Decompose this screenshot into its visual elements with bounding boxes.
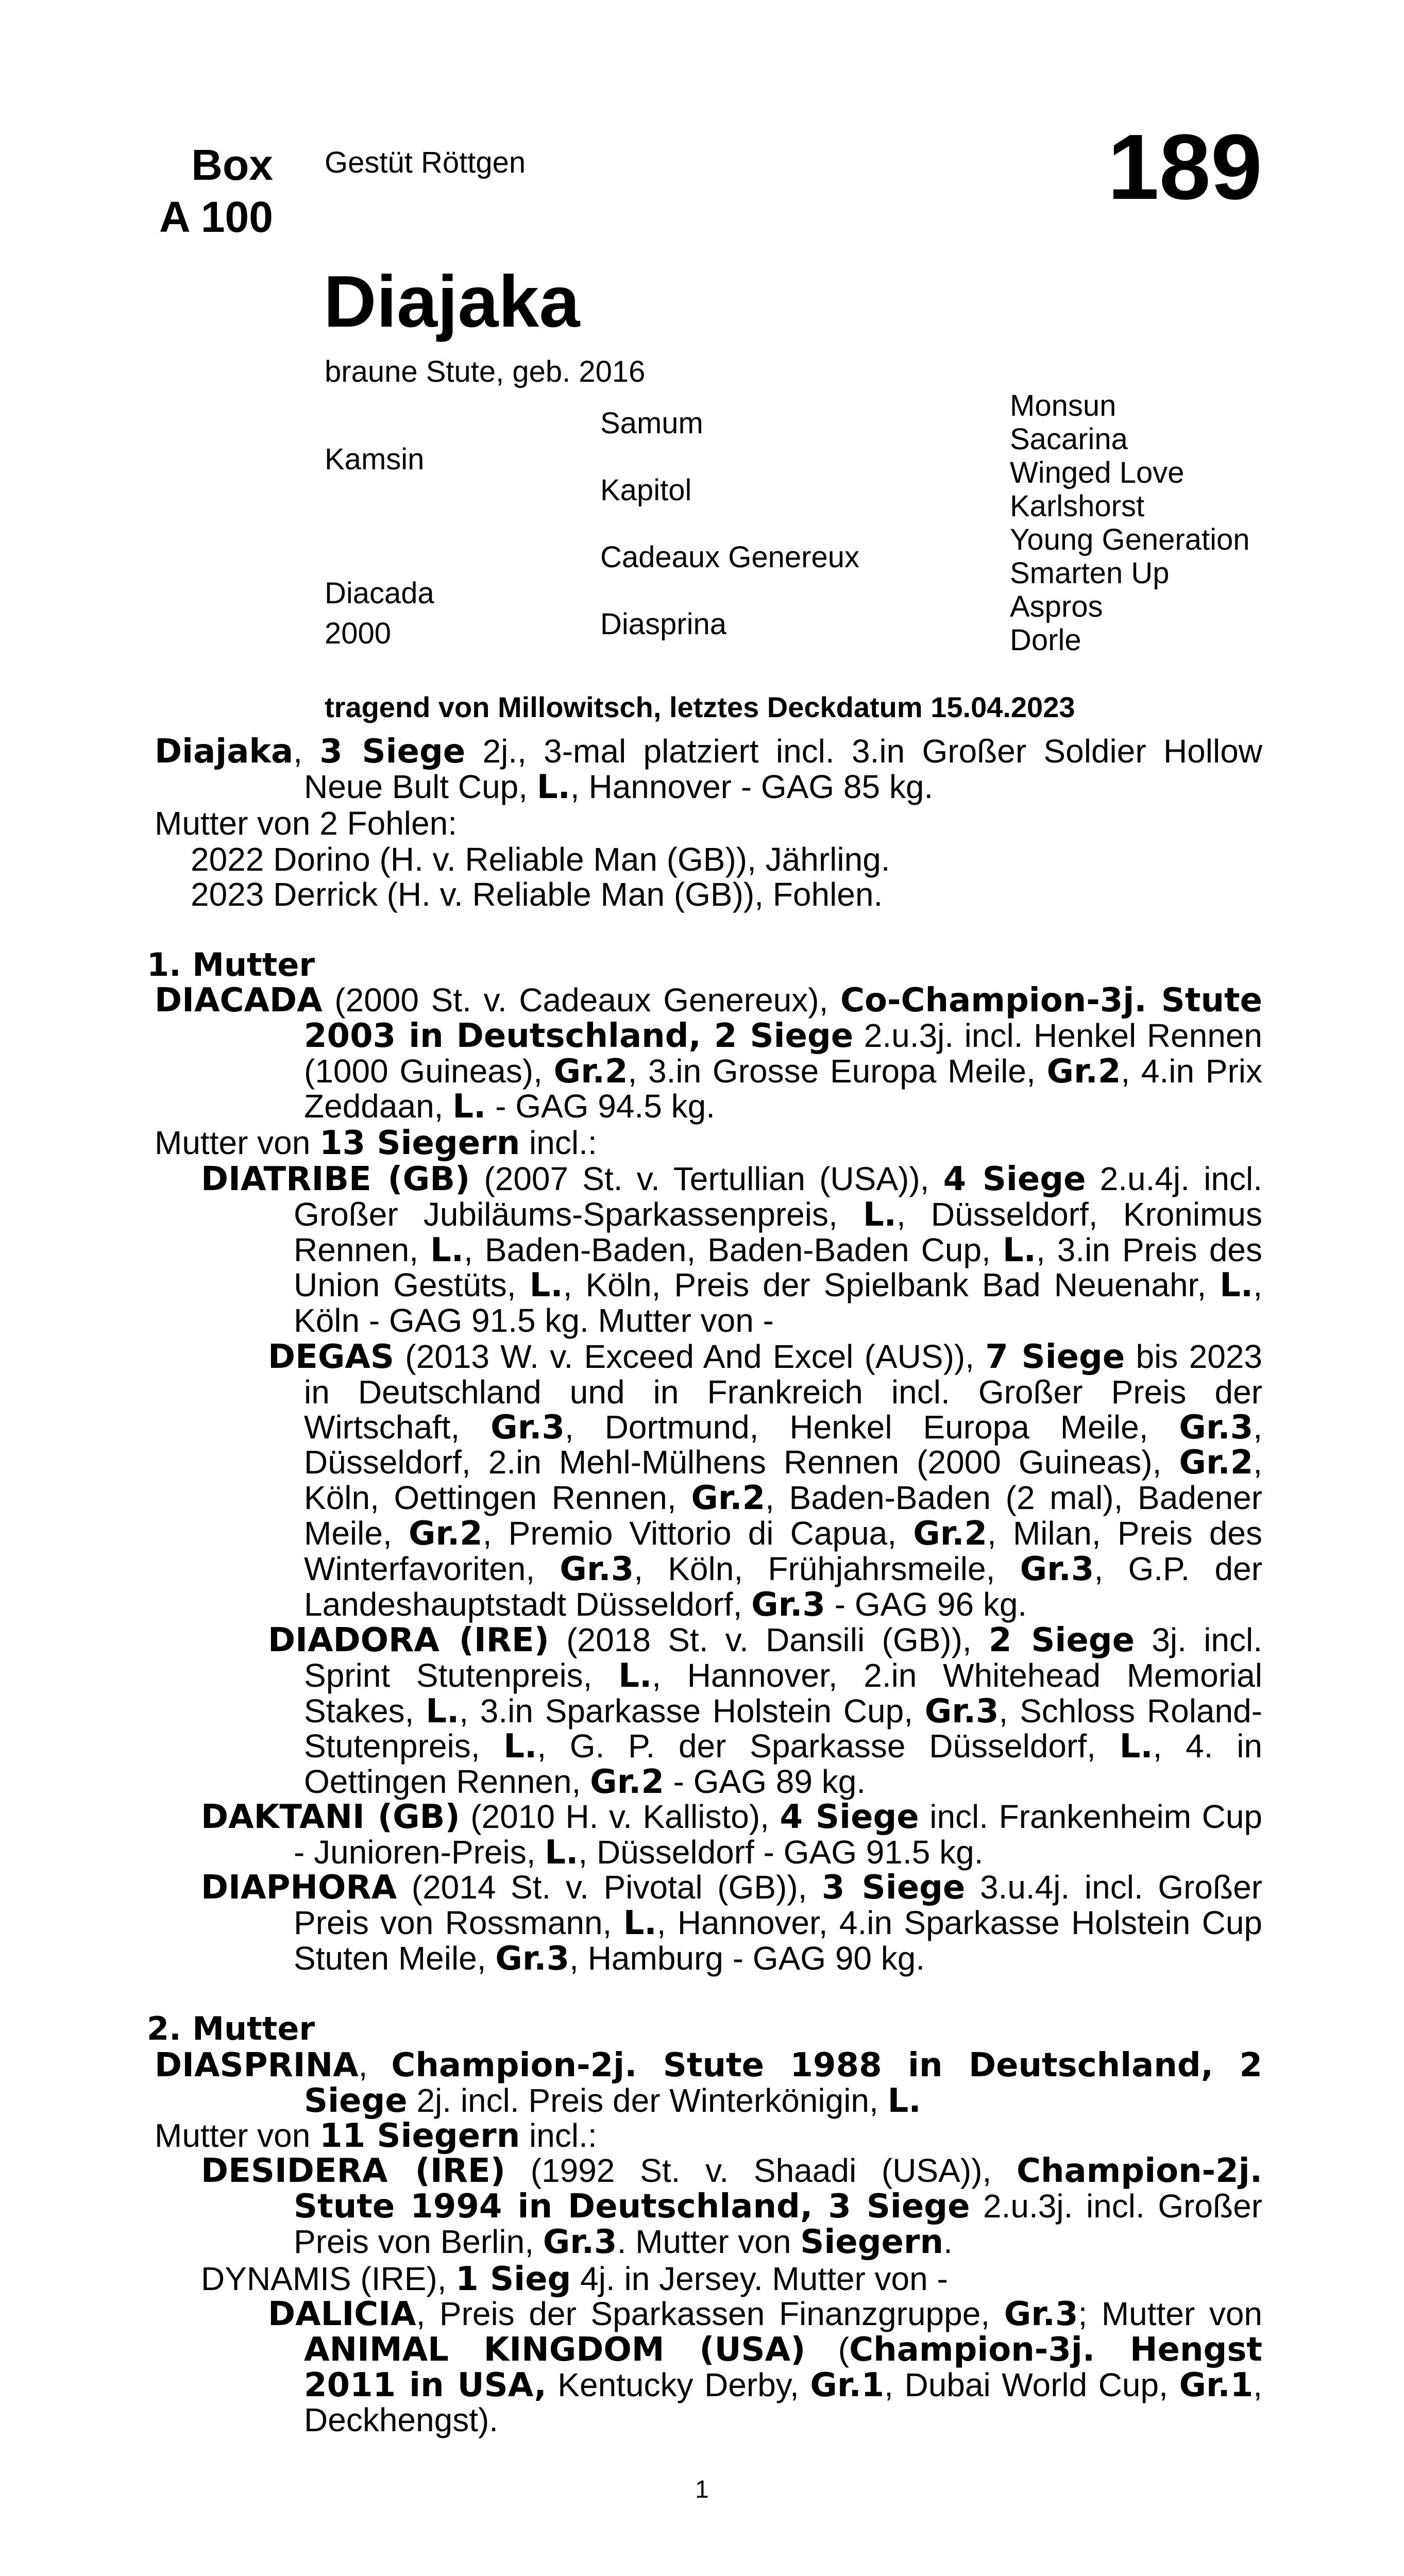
bold-run: Gr.2: [590, 1763, 664, 1802]
text-run: , Köln - GAG 91.5 kg. Mutter von -: [294, 1266, 1263, 1340]
bold-run: Gr.2: [408, 1515, 483, 1553]
bold-run: 1 Sieg: [455, 2260, 571, 2298]
bold-run: Champion-3j. Hengst 2011 in USA,: [304, 2330, 1263, 2404]
bold-run: L.: [430, 1231, 464, 1269]
bold-run: DIADORA (IRE): [268, 1621, 549, 1659]
text-run: , G.P. der Landeshauptstadt Düsseldorf,: [304, 1550, 1263, 1623]
text-run: Mutter von: [155, 2117, 320, 2154]
text-run: , 3.in Grosse Europa Meile,: [628, 1052, 1047, 1090]
bold-run: Gr.1: [810, 2366, 885, 2404]
text-run: ,: [293, 733, 320, 770]
pedigree-g3-entry: Young Generation: [1010, 522, 1250, 556]
text-run: , 4. in Oettingen Rennen,: [304, 1727, 1262, 1801]
text-run: , Düsseldorf, Kronimus Rennen,: [294, 1195, 1262, 1268]
text-run: , 4.in Prix Zeddaan,: [304, 1052, 1263, 1125]
bold-run: Gr.3: [543, 2223, 617, 2261]
paragraph: [268, 1623, 1262, 1800]
text-run: ,: [358, 2046, 392, 2083]
bold-run: DIATRIBE (GB): [201, 1160, 470, 1198]
bold-run: 4 Siege: [943, 1160, 1086, 1198]
bold-run: DALICIA: [268, 2295, 416, 2333]
text-run: (2013 W. v. Exceed And Excel (AUS)),: [394, 1338, 986, 1375]
bold-run: Co-Champion-3j. Stute 2003 in Deutschland, 2 Siege: [304, 981, 1263, 1055]
text-run: - GAG 89 kg.: [664, 1763, 866, 1801]
bold-run: 1. Mutter: [147, 946, 315, 984]
bold-run: L.: [862, 1195, 896, 1234]
text-run: (: [805, 2330, 850, 2368]
text-run: , 3.in Sparkasse Holstein Cup,: [459, 1692, 925, 1730]
text-run: , Preis der Sparkassen Finanzgruppe,: [416, 2295, 1004, 2332]
text-run: 2.u.3j. incl. Großer Preis von Berlin,: [294, 2187, 1262, 2260]
pedigree-sire: Kamsin: [325, 443, 425, 476]
text-run: .: [943, 2223, 953, 2260]
paragraph: [201, 1870, 1262, 1976]
text-run: , Köln, Frühjahrsmeile,: [634, 1550, 1020, 1587]
text-run: , Deckhengst).: [304, 2366, 1263, 2439]
owner: Gestüt Röttgen: [325, 146, 526, 179]
text-run: 2022 Dorino (H. v. Reliable Man (GB)), Jährling.: [191, 841, 890, 878]
text-run: - GAG 96 kg.: [825, 1585, 1027, 1623]
text-run: , Düsseldorf - GAG 91.5 kg.: [578, 1833, 984, 1871]
paragraph: [201, 1800, 1262, 1871]
bold-run: Gr.2: [913, 1515, 988, 1553]
text-run: , Köln, Preis der Spielbank Bad Neuenahr,: [563, 1266, 1220, 1304]
bold-run: L.: [426, 1692, 460, 1731]
bold-run: Siegern: [800, 2223, 944, 2261]
text-run: Kentucky Derby,: [546, 2366, 810, 2403]
bold-run: Gr.3: [1004, 2295, 1078, 2333]
bold-run: DAKTANI (GB): [201, 1798, 460, 1836]
text-run: , Düsseldorf, 2.in Mehl-Mülhens Rennen (2000 Guineas),: [304, 1408, 1263, 1481]
paragraph: [155, 2119, 1262, 2154]
pedigree-dam-sire: Cadeaux Genereux: [600, 540, 859, 574]
bold-run: L.: [529, 1266, 563, 1305]
text-run: , Hannover - GAG 85 kg.: [570, 768, 934, 805]
pedigree-g3-entry: Sacarina: [1010, 422, 1128, 456]
paragraph: [155, 806, 1262, 841]
bold-run: 4 Siege: [780, 1798, 919, 1836]
bold-run: Gr.2: [1179, 1444, 1254, 1482]
text-run: (1992 St. v. Shaadi (USA)),: [505, 2152, 1017, 2189]
text-run: DYNAMIS (IRE),: [201, 2260, 456, 2297]
text-run: ; Mutter von: [1078, 2295, 1263, 2332]
pedigree-g3-entry: Aspros: [1010, 589, 1103, 623]
box-label: [129, 139, 273, 243]
text-run: incl. Frankenheim Cup - Junioren-Preis,: [294, 1798, 1262, 1871]
bold-run: 11 Siegern: [319, 2117, 520, 2155]
text-run: (2000 St. v. Cadeaux Genereux),: [322, 981, 841, 1019]
paragraph: [155, 1126, 1262, 1161]
lot-number: 189: [1107, 115, 1262, 219]
text-run: , G. P. der Sparkasse Düsseldorf,: [537, 1727, 1120, 1765]
paragraph: [155, 983, 1262, 1125]
bold-run: 3 Siege: [822, 1869, 966, 1907]
text-run: , Dubai World Cup,: [884, 2366, 1179, 2403]
bold-run: Diajaka: [155, 733, 294, 771]
text-run: (2018 St. v. Dansili (GB)),: [549, 1621, 989, 1658]
bold-run: DEGAS: [268, 1338, 394, 1376]
bold-run: 2. Mutter: [147, 2010, 315, 2047]
pedigree-g3-entry: Karlshorst: [1010, 489, 1145, 523]
pedigree-dam-dam: Diasprina: [600, 607, 726, 641]
text-run: Mutter von: [155, 1124, 320, 1161]
pedigree-sire-dam: Kapitol: [600, 473, 692, 507]
bold-run: Gr.2: [553, 1052, 628, 1091]
text-run: , Köln, Oettingen Rennen,: [304, 1444, 1262, 1517]
text-run: 3.u.4j. incl. Großer Preis von Rossmann,: [294, 1869, 1263, 1941]
bold-run: Gr.3: [490, 1408, 565, 1447]
bold-run: L.: [1002, 1231, 1036, 1269]
pedigree-g3-entry: Dorle: [1010, 623, 1081, 657]
bold-run: DIASPRINA: [155, 2046, 359, 2084]
text-run: 2j., 3-mal platziert incl. 3.in Großer Soldier Hollow Neue Bult Cup,: [304, 733, 1263, 805]
text-run: , Hamburg - GAG 90 kg.: [569, 1939, 925, 1977]
box-line1: Box: [191, 141, 273, 189]
text-run: 4j. in Jersey. Mutter von -: [571, 2260, 948, 2297]
horse-description: braune Stute, geb. 2016: [325, 355, 646, 388]
pedigree-dam: Diacada: [325, 577, 434, 610]
paragraph: [191, 842, 1262, 877]
paragraph: [201, 2154, 1262, 2260]
text-run: , 3.in Preis des Union Gestüts,: [294, 1231, 1262, 1304]
bold-run: L.: [1220, 1266, 1254, 1305]
box-line2: A 100: [159, 192, 273, 241]
bold-run: Gr.2: [691, 1479, 766, 1518]
bold-run: 3 Siege: [319, 733, 466, 771]
section-heading: [147, 2012, 1262, 2046]
paragraph: [268, 1340, 1262, 1623]
bold-run: DESIDERA (IRE): [201, 2152, 505, 2190]
pedigree-g3: [1010, 389, 1249, 657]
text-run: 3j. incl. Sprint Stutenpreis,: [304, 1621, 1263, 1694]
bold-run: Gr.3: [495, 1939, 570, 1978]
paragraph: [201, 2262, 1262, 2297]
bold-run: DIAPHORA: [201, 1869, 397, 1907]
text-run: 2j. incl. Preis der Winterkönigin,: [407, 2081, 888, 2119]
bold-run: Gr.3: [560, 1550, 634, 1588]
text-run: incl.:: [520, 2117, 597, 2154]
bold-run: Gr.3: [751, 1585, 825, 1624]
pedigree-g3-entry: Smarten Up: [1010, 556, 1170, 590]
bold-run: Champion-2j. Stute 1988 in Deutschland, 2 Siege: [304, 2046, 1262, 2120]
text-run: (2010 H. v. Kallisto),: [460, 1798, 780, 1835]
bold-run: L.: [623, 1904, 657, 1942]
bold-run: Gr.3: [1020, 1550, 1094, 1588]
pedigree-dam-year: 2000: [325, 617, 392, 650]
bold-run: Gr.3: [924, 1692, 999, 1731]
paragraph: [191, 877, 1262, 912]
section-heading: [147, 948, 1262, 982]
text-run: Mutter von 2 Fohlen:: [155, 805, 457, 842]
bold-run: L.: [1119, 1727, 1153, 1766]
bold-run: Champion-2j. Stute 1994 in Deutschland, 3 Siege: [294, 2152, 1263, 2226]
text-run: , Schloss Roland-Stutenpreis,: [304, 1692, 1263, 1765]
horse-name: Diajaka: [324, 261, 580, 343]
bold-run: L.: [618, 1656, 652, 1695]
bold-run: L.: [887, 2081, 921, 2120]
text-run: , Dortmund, Henkel Europa Meile,: [564, 1408, 1179, 1446]
bold-run: DIACADA: [155, 981, 323, 1020]
pedigree-g3-entry: Monsun: [1010, 389, 1117, 422]
bold-run: L.: [545, 1833, 579, 1872]
text-run: bis 2023 in Deutschland und in Frankreich incl. Großer Preis der Wirtschaft,: [304, 1338, 1263, 1446]
text-run: (2007 St. v. Tertullian (USA)),: [470, 1160, 943, 1197]
bold-run: 7 Siege: [985, 1338, 1125, 1376]
text-run: , Baden-Baden, Baden-Baden Cup,: [464, 1231, 1003, 1268]
bold-run: L.: [536, 768, 570, 806]
text-run: , Hannover, 4.in Sparkasse Holstein Cup Stuten Meile,: [294, 1904, 1262, 1977]
bold-run: ANIMAL KINGDOM (USA): [304, 2330, 806, 2369]
text-run: (2014 St. v. Pivotal (GB)),: [397, 1869, 822, 1906]
paragraph: [155, 2048, 1262, 2119]
bold-run: Gr.3: [1179, 1408, 1254, 1447]
paragraph: [201, 1162, 1262, 1338]
text-run: 2.u.3j. incl. Henkel Rennen (1000 Guineas),: [304, 1016, 1262, 1090]
page-number: 1: [695, 2476, 709, 2503]
bold-run: Gr.2: [1046, 1052, 1121, 1091]
pregnancy-status: tragend von Millowitsch, letztes Deckdatum 15.04.2023: [325, 691, 1075, 723]
pedigree-sire-sire: Samum: [600, 406, 703, 440]
bold-run: Gr.1: [1179, 2366, 1254, 2404]
text-run: 2023 Derrick (H. v. Reliable Man (GB)), Fohlen.: [191, 876, 883, 913]
text-run: 2.u.4j. incl. Großer Jubiläums-Sparkassenpreis,: [294, 1160, 1263, 1233]
bold-run: 2 Siege: [989, 1621, 1135, 1659]
text-run: , Milan, Preis des Winterfavoriten,: [304, 1515, 1263, 1587]
text-run: , Hannover, 2.in Whitehead Memorial Stakes,: [304, 1656, 1263, 1730]
bold-run: L.: [452, 1088, 486, 1126]
text-run: - GAG 94.5 kg.: [486, 1088, 715, 1125]
text-run: . Mutter von: [617, 2223, 801, 2260]
bold-run: 13 Siegern: [319, 1124, 520, 1162]
paragraph: [268, 2297, 1262, 2438]
text-run: , Baden-Baden (2 mal), Badener Meile,: [304, 1479, 1263, 1552]
paragraph: [155, 734, 1262, 805]
text-run: incl.:: [520, 1124, 597, 1161]
pedigree-g3-entry: Winged Love: [1010, 455, 1185, 489]
text-run: , Premio Vittorio di Capua,: [482, 1515, 914, 1552]
bold-run: L.: [503, 1727, 537, 1766]
